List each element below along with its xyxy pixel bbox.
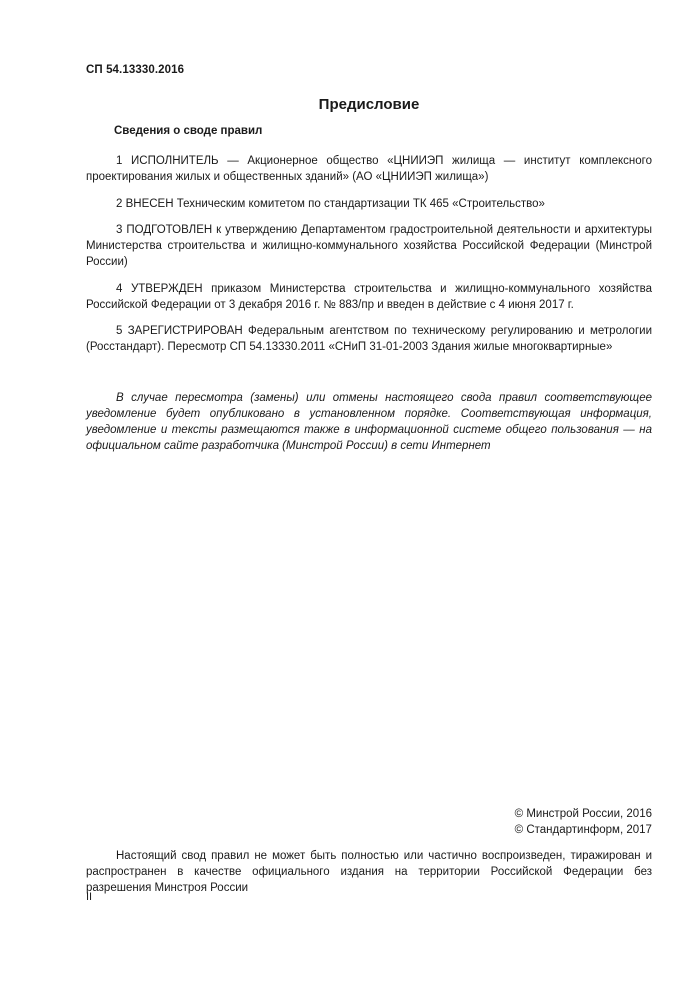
page-number: II — [86, 891, 93, 903]
preface-item-3 — [86, 222, 652, 270]
document-code: СП 54.13330.2016 — [86, 64, 185, 76]
copyright-line-2: © Стандартинформ, 2017 — [514, 824, 652, 836]
preface-item-4-text: 4 УТВЕРЖДЕН приказом Министерства строительства и жилищно-коммунального хозяйства Российской Федерации от 3 декабря 2016 г. № 883/пр и введен в действие с 4 июня 2017 г. — [86, 283, 652, 311]
copyright-line-1: © Минстрой России, 2016 — [514, 808, 652, 820]
revision-notice — [86, 390, 652, 454]
preface-item-1 — [86, 153, 652, 185]
preface-item-5 — [86, 323, 652, 355]
preface-item-2-text: 2 ВНЕСЕН Техническим комитетом по стандартизации ТК 465 «Строительство» — [116, 198, 545, 210]
reproduction-rights-text: Настоящий свод правил не может быть полностью или частично воспроизведен, тиражирован и распространен в качестве официального издания на территории Российской Федерации без разрешения Минстроя России — [86, 850, 652, 894]
preface-item-4 — [86, 281, 652, 313]
preface-item-2 — [86, 196, 652, 212]
reproduction-rights — [86, 848, 652, 896]
preface-item-1-text: 1 ИСПОЛНИТЕЛЬ — Акционерное общество «ЦНИИЭП жилища — институт комплексного проектирования жилых и общественных зданий» (АО «ЦНИИЭП жилища») — [86, 155, 652, 183]
preface-item-3-text: 3 ПОДГОТОВЛЕН к утверждению Департаментом градостроительной деятельности и архитектуры Министерства строительства и жилищно-коммунального хозяйства Российской Федерации (Минстрой России) — [86, 224, 652, 268]
page-title: Предисловие — [318, 96, 420, 113]
copyright-block — [515, 806, 652, 838]
revision-notice-text: В случае пересмотра (замены) или отмены настоящего свода правил соответствующее уведомление будет опубликовано в установленном порядке. Соответствующая информация, уведомление и тексты размещаются также в информационной системе общего пользования — на официальном сайте разработчика (Минстрой России) в сети Интернет — [86, 392, 652, 452]
section-subheading: Сведения о своде правил — [114, 125, 263, 137]
preface-item-5-text: 5 ЗАРЕГИСТРИРОВАН Федеральным агентством по техническому регулированию и метрологии (Росстандарт). Пересмотр СП 54.13330.2011 «СНиП 31-01-2003 Здания жилые многоквартирные» — [86, 325, 652, 353]
